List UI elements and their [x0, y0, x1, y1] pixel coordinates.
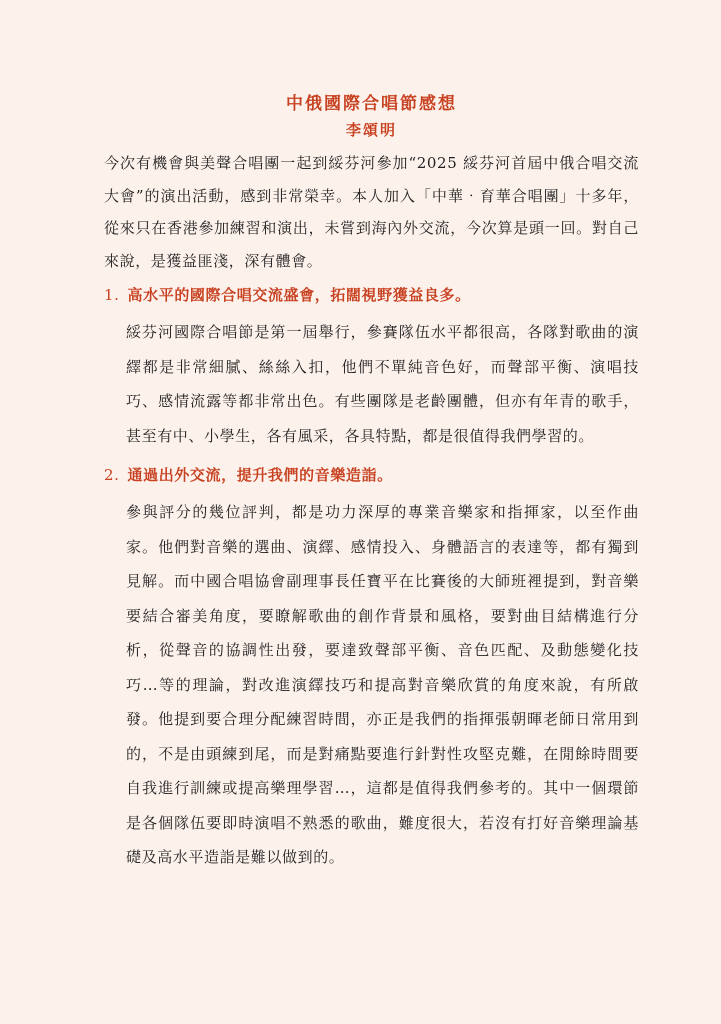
- section-heading-text: 通過出外交流，提升我們的音樂造詣。: [127, 466, 393, 484]
- page-title: 中俄國際合唱節感想: [286, 94, 457, 114]
- section-heading: [104, 459, 639, 491]
- section-2: [104, 459, 639, 875]
- section-heading-text: 高水平的國際合唱交流盛會，拓闊視野獲益良多。: [127, 286, 471, 304]
- intro-paragraph: 今次有機會與美聲合唱團一起到綏芬河參加“2025 綏芬河首屆中俄合唱交流大會”的演出活動，感到非常榮幸。本人加入「中華‧育華合唱團」十多年，從來只在香港參加練習和演出，未嘗到海內外交流，今次算是頭一回。對自己來說，是獲益匪淺，深有體會。: [104, 154, 639, 270]
- section-body: 綏芬河國際合唱節是第一屆舉行，參賽隊伍水平都很高，各隊對歌曲的演繹都是非常細膩、絲絲入扣，他們不單純音色好，而聲部平衡、演唱技巧、感情流露等都非常出色。有些團隊是老齡團體，但亦有年青的歌手，甚至有中、小學生，各有風采，各具特點，都是很值得我們學習的。: [126, 323, 639, 445]
- section-body: 參與評分的幾位評判，都是功力深厚的專業音樂家和指揮家，以至作曲家。他們對音樂的選曲、演繹、感情投入、身體語言的表達等，都有獨到見解。而中國合唱協會副理事長任寶平在比賽後的大師班裡提到，對音樂要結合審美角度，要瞭解歌曲的創作背景和風格，要對曲目結構進行分析，從聲音的協調性出發，要達致聲部平衡、音色匹配、及動態變化技巧…等的理論，對改進演繹技巧和提高對音樂欣賞的角度來說，有所啟發。他提到要合理分配練習時間，亦正是我們的指揮張朝暉老師日常用到的，不是由頭練到尾，而是對痛點要進行針對性攻堅克難，在閒餘時間要自我進行訓練或提高樂理學習…，這都是值得我們參考的。其中一個環節是各個隊伍要即時演唱不熟悉的歌曲，難度很大，若沒有打好音樂理論基礎及高水平造詣是難以做到的。: [126, 503, 639, 866]
- author-name: 李頌明: [345, 121, 397, 139]
- section-number: 1.: [104, 286, 120, 304]
- section-heading: [104, 279, 639, 311]
- section-number: 2.: [104, 466, 120, 484]
- section-1: [104, 279, 639, 453]
